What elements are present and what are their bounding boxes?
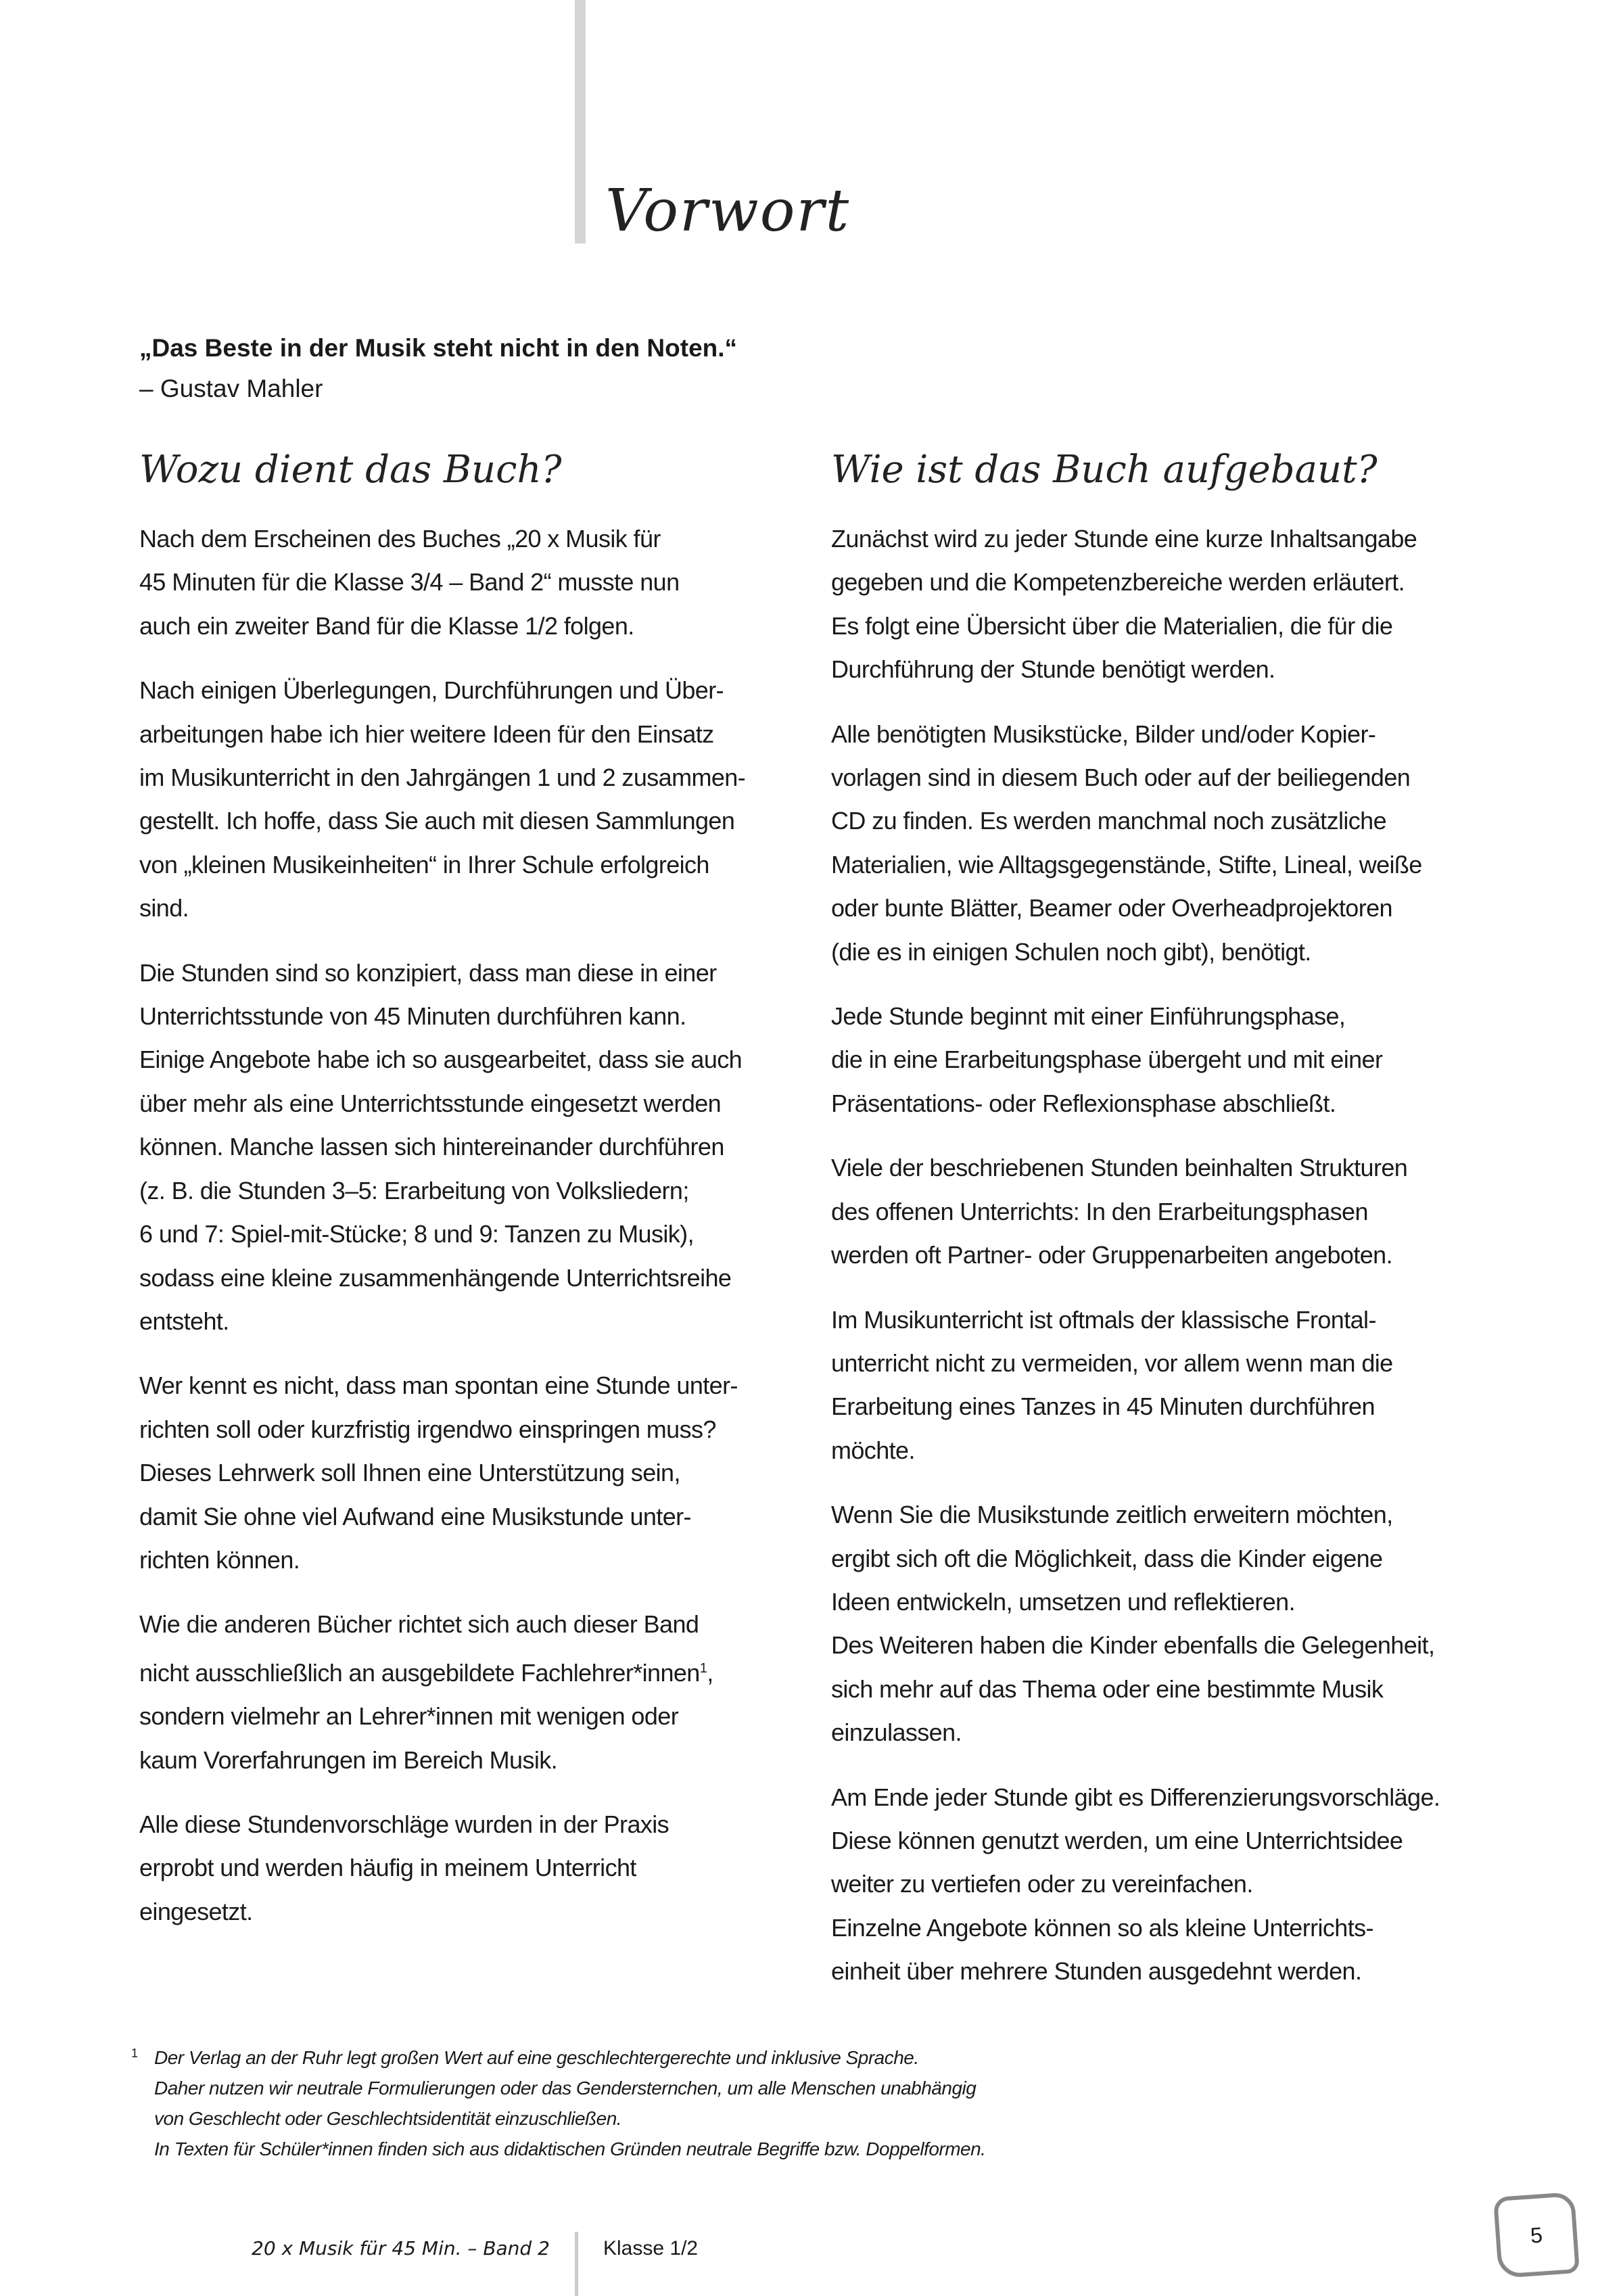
text-line (831, 931, 1480, 974)
text-line (139, 1846, 789, 1890)
text-line-content: von „kleinen Musikeinheiten“ in Ihrer Schule erfolgreich (139, 850, 709, 878)
text-line-content: des offenen Unterrichts: In den Erarbeitungsphasen (831, 1197, 1368, 1225)
text-line (831, 1906, 1480, 1950)
text-line-content: , (707, 1658, 713, 1687)
text-line (831, 1082, 1480, 1125)
text-line-content: über mehr als eine Unterrichtsstunde eingesetzt werden (139, 1089, 722, 1117)
text-line (831, 843, 1480, 887)
text-line-content: Wie die anderen Bücher richtet sich auch dieser Band (139, 1610, 699, 1639)
paragraph (831, 713, 1480, 974)
text-line-content: Diese können genutzt werden, um eine Unterrichtsidee (831, 1826, 1403, 1854)
text-line (139, 843, 789, 887)
text-line-content: (z. B. die Stunden 3–5: Erarbeitung von Volksliedern; (139, 1176, 689, 1204)
paragraph (139, 1364, 789, 1582)
text-line (831, 1298, 1480, 1342)
text-line (139, 1890, 789, 1934)
text-line (831, 1038, 1480, 1081)
paragraph (139, 1603, 789, 1782)
text-line (831, 605, 1480, 648)
header-accent-bar (575, 0, 586, 243)
text-line (139, 1739, 789, 1782)
text-line-content: nicht ausschließlich an ausgebildete Fachlehrer*innen (139, 1658, 700, 1687)
footnote-line: Der Verlag an der Ruhr legt großen Wert auf eine geschlechtergerechte und inklusive Sprache. (154, 2047, 919, 2068)
left-column (139, 443, 789, 1954)
text-line-content: Es folgt eine Übersicht über die Materialien, die für die (831, 611, 1393, 640)
text-line-content: richten können. (139, 1545, 300, 1574)
text-line (139, 561, 789, 604)
text-line-content: sind. (139, 894, 189, 922)
text-line (831, 1537, 1480, 1580)
text-line-content: richten soll oder kurzfristig irgendwo einspringen muss? (139, 1415, 716, 1443)
text-line (139, 713, 789, 756)
text-line (139, 1125, 789, 1169)
text-line (139, 1257, 789, 1300)
text-line-content: vorlagen sind in diesem Buch oder auf der beiliegenden (831, 764, 1411, 792)
text-line (139, 1647, 789, 1695)
text-line (831, 1668, 1480, 1711)
text-line-content: 45 Minuten für die Klasse 3/4 – Band 2“ musste nun (139, 568, 680, 596)
text-line-content: Durchführung der Stunde benötigt werden. (831, 655, 1275, 684)
text-line-content: Zunächst wird zu jeder Stunde eine kurze Inhaltsangabe (831, 525, 1417, 553)
paragraph (831, 1298, 1480, 1473)
epigraph (139, 328, 737, 409)
text-line-content: gestellt. Ich hoffe, dass Sie auch mit diesen Sammlungen (139, 807, 735, 835)
footnote (131, 2042, 986, 2164)
text-line-content: 6 und 7: Spiel-mit-Stücke; 8 und 9: Tanzen zu Musik), (139, 1220, 694, 1248)
section-heading-purpose: Wozu dient das Buch? (139, 448, 562, 492)
text-line (139, 1495, 789, 1539)
text-line (831, 1234, 1480, 1277)
text-line (139, 1213, 789, 1256)
text-line (831, 1429, 1480, 1472)
text-line-content: Präsentations- oder Reflexionsphase abschließt. (831, 1089, 1336, 1117)
text-line (831, 1711, 1480, 1754)
text-line (831, 713, 1480, 756)
text-line-content: gegeben und die Kompetenzbereiche werden erläutert. (831, 568, 1405, 596)
text-line-content: Ideen entwickeln, umsetzen und reflektieren. (831, 1587, 1296, 1616)
text-line-content: Des Weiteren haben die Kinder ebenfalls die Gelegenheit, (831, 1631, 1435, 1660)
text-line-content: entsteht. (139, 1307, 229, 1335)
text-line-content: einheit über mehrere Stunden ausgedehnt werden. (831, 1957, 1362, 1986)
text-line-content: Wer kennt es nicht, dass man spontan eine Stunde unter- (139, 1372, 738, 1400)
text-line (139, 1603, 789, 1646)
text-line-content: kaum Vorerfahrungen im Bereich Musik. (139, 1746, 558, 1774)
text-line-content: eingesetzt. (139, 1897, 253, 1925)
text-line (139, 887, 789, 930)
footnote-mark: 1 (131, 2046, 138, 2060)
text-line-content: Unterrichtsstunde von 45 Minuten durchführen kann. (139, 1002, 686, 1031)
text-line-content: CD zu finden. Es werden manchmal noch zusätzliche (831, 807, 1387, 835)
text-line-content: im Musikunterricht in den Jahrgängen 1 und 2 zusammen- (139, 764, 746, 792)
text-line-content: arbeitungen habe ich hier weitere Ideen für den Einsatz (139, 720, 714, 748)
text-line-content: werden oft Partner- oder Gruppenarbeiten angeboten. (831, 1241, 1392, 1269)
text-line-content: (die es in einigen Schulen noch gibt), benötigt. (831, 937, 1311, 966)
paragraph (831, 1146, 1480, 1277)
text-line-content: ergibt sich oft die Möglichkeit, dass die Kinder eigene (831, 1544, 1383, 1572)
text-line (831, 561, 1480, 604)
text-line (139, 1038, 789, 1081)
quote-author: – Gustav Mahler (139, 375, 323, 402)
text-line-content: Wenn Sie die Musikstunde zeitlich erweitern möchten, (831, 1501, 1393, 1529)
text-line (139, 1082, 789, 1125)
text-line: sondern vielmehr an Lehrer*innen mit wenigen oder (139, 1702, 679, 1731)
text-line-content: Nach dem Erscheinen des Buches „20 x Musik für (139, 525, 661, 553)
text-line (831, 1342, 1480, 1385)
text-line-content: Im Musikunterricht ist oftmals der klassische Frontal- (831, 1305, 1376, 1334)
text-line-content: sich mehr auf das Thema oder eine bestimmte Musik (831, 1674, 1384, 1703)
text-line (139, 1451, 789, 1495)
text-line-content: Am Ende jeder Stunde gibt es Differenzierungsvorschläge. (831, 1783, 1440, 1811)
text-line (831, 1146, 1480, 1190)
page-number-badge (1493, 2192, 1580, 2278)
footer-divider (575, 2232, 578, 2296)
paragraph (139, 669, 789, 930)
text-line (139, 517, 789, 561)
text-line (831, 799, 1480, 843)
text-line-content: auch ein zweiter Band für die Klasse 1/2 folgen. (139, 611, 634, 640)
footnote-reference: 1 (699, 1660, 707, 1676)
text-line (139, 1803, 789, 1846)
text-line-content: können. Manche lassen sich hintereinander durchführen (139, 1133, 724, 1161)
text-line-content: erprobt und werden häufig in meinem Unterricht (139, 1854, 636, 1882)
paragraph (831, 517, 1480, 692)
text-line (139, 1539, 789, 1582)
text-line (831, 1493, 1480, 1537)
text-line-content: die in eine Erarbeitungsphase übergeht und mit einer (831, 1046, 1383, 1074)
text-line-content: einzulassen. (831, 1718, 962, 1747)
text-line (831, 648, 1480, 691)
paragraph (139, 517, 789, 648)
text-line (139, 1169, 789, 1213)
text-line (831, 1580, 1480, 1624)
text-line-content: Erarbeitung eines Tanzes in 45 Minuten durchführen (831, 1392, 1375, 1421)
text-line-content: Die Stunden sind so konzipiert, dass man diese in einer (139, 958, 717, 987)
text-line-content: Jede Stunde beginnt mit einer Einführungsphase, (831, 1002, 1346, 1031)
text-line (831, 756, 1480, 799)
text-line (139, 799, 789, 843)
paragraph (831, 1493, 1480, 1754)
paragraph (831, 1776, 1480, 1994)
footnote-line: von Geschlecht oder Geschlechtsidentität einzuschließen. (154, 2108, 622, 2129)
text-line (139, 995, 789, 1038)
text-line-content: Alle benötigten Musikstücke, Bilder und/oder Kopier- (831, 720, 1376, 748)
section-heading-structure: Wie ist das Buch aufgebaut? (831, 448, 1378, 492)
text-line (139, 756, 789, 799)
text-line (139, 1300, 789, 1343)
text-line-content: Einige Angebote habe ich so ausgearbeitet, dass sie auch (139, 1046, 743, 1074)
text-line (831, 1624, 1480, 1667)
text-line-content: Materialien, wie Alltagsgegenstände, Stifte, Lineal, weiße (831, 850, 1422, 878)
text-line (139, 952, 789, 995)
text-line (139, 605, 789, 648)
paragraph (139, 1803, 789, 1934)
text-line (831, 517, 1480, 561)
text-line (139, 669, 789, 712)
text-line (139, 1408, 789, 1451)
text-line (831, 1819, 1480, 1862)
page-number: 5 (1529, 2222, 1544, 2248)
text-line (831, 1190, 1480, 1234)
footnote-line: Daher nutzen wir neutrale Formulierungen oder das Gendersternchen, um alle Menschen unabhängig (154, 2078, 977, 2099)
text-line (139, 1364, 789, 1407)
right-column (831, 443, 1480, 2015)
footnote-line: In Texten für Schüler*innen finden sich aus didaktischen Gründen neutrale Begriffe bzw. Doppelformen. (154, 2138, 986, 2159)
text-line-content: möchte. (831, 1436, 915, 1464)
text-line-content: oder bunte Blätter, Beamer oder Overheadprojektoren (831, 894, 1392, 922)
text-line (831, 1950, 1480, 1993)
text-line-content: Dieses Lehrwerk soll Ihnen eine Unterstützung sein, (139, 1459, 680, 1487)
footer-class-label: Klasse 1/2 (603, 2237, 699, 2259)
text-line (831, 1862, 1480, 1906)
text-line (831, 887, 1480, 930)
text-line-content: Einzelne Angebote können so als kleine Unterrichts- (831, 1913, 1373, 1942)
text-line-content: unterricht nicht zu vermeiden, vor allem wenn man die (831, 1349, 1393, 1377)
paragraph (831, 995, 1480, 1125)
text-line-content: Nach einigen Überlegungen, Durchführungen und Über- (139, 676, 724, 705)
text-line (831, 1776, 1480, 1819)
footer-book-title: 20 x Musik für 45 Min. – Band 2 (252, 2237, 550, 2259)
text-line-content: Viele der beschriebenen Stunden beinhalten Strukturen (831, 1154, 1408, 1182)
quote-text: „Das Beste in der Musik steht nicht in den Noten.“ (139, 334, 738, 362)
text-line (831, 995, 1480, 1038)
text-line-content: sodass eine kleine zusammenhängende Unterrichtsreihe (139, 1263, 732, 1292)
text-line-content: Alle diese Stundenvorschläge wurden in der Praxis (139, 1810, 669, 1838)
text-line-content: weiter zu vertiefen oder zu vereinfachen. (831, 1870, 1253, 1898)
text-line-content: damit Sie ohne viel Aufwand eine Musikstunde unter- (139, 1502, 691, 1530)
paragraph (139, 952, 789, 1344)
page-title: Vorwort (605, 177, 851, 245)
text-line (831, 1385, 1480, 1428)
